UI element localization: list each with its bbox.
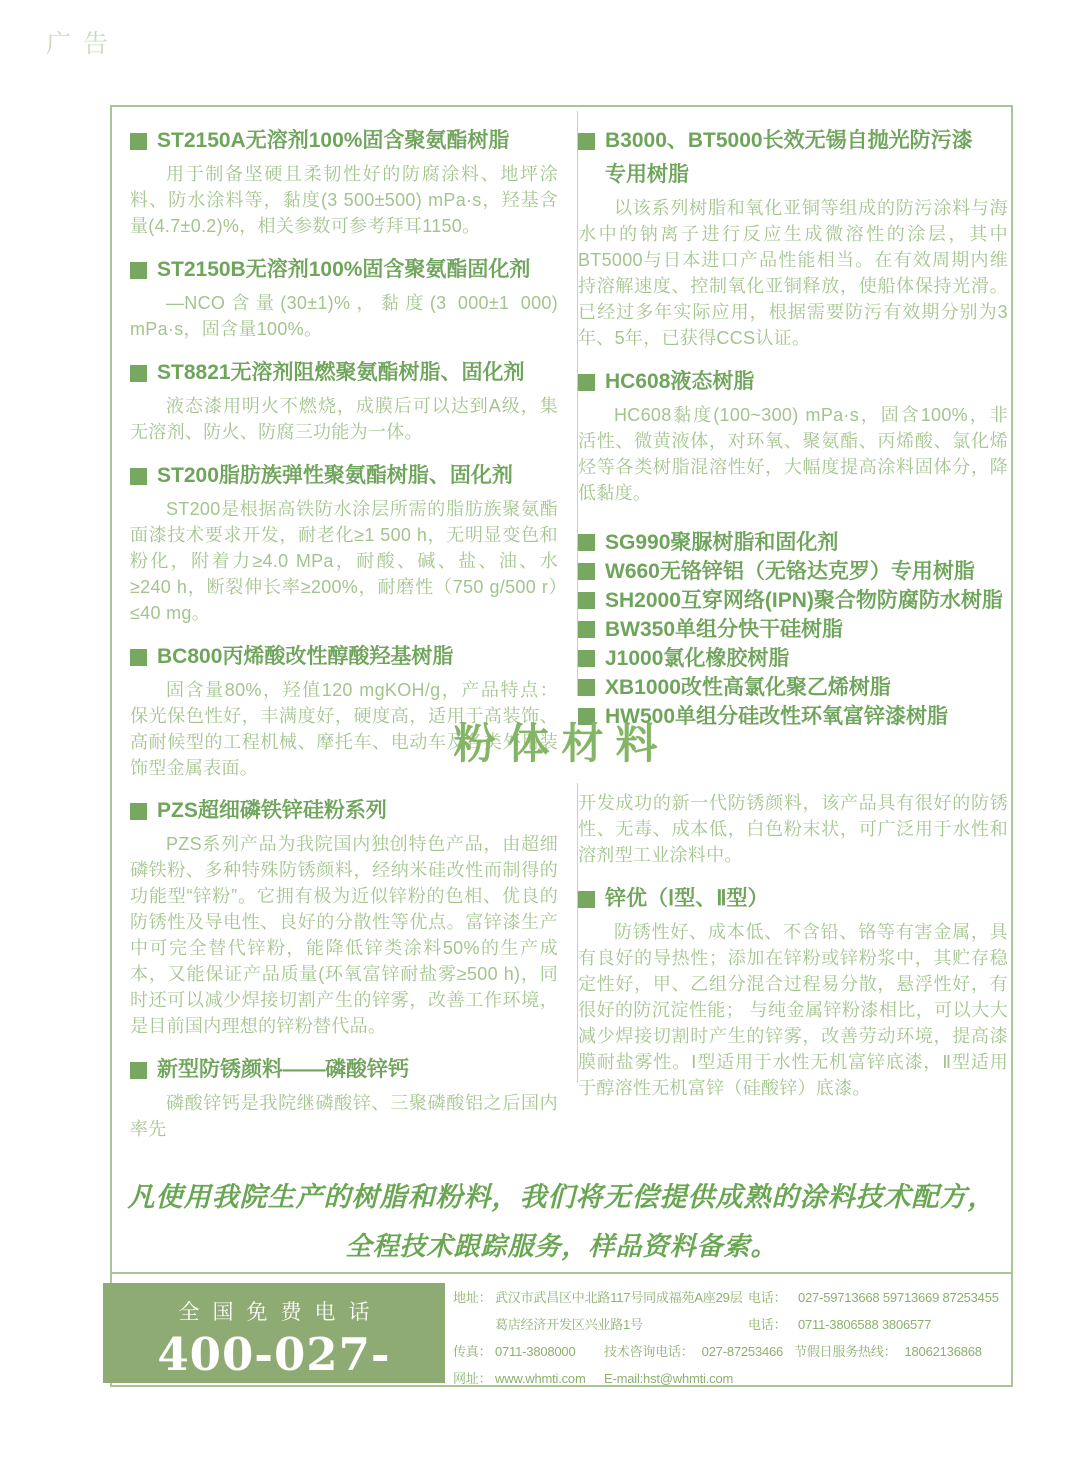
section-title	[130, 1054, 558, 1086]
ad-border-box	[110, 105, 1013, 1434]
square-bullet-icon	[130, 262, 147, 279]
section-title-text: 新型防锈颜料——磷酸锌钙	[157, 1058, 409, 1081]
square-bullet-icon	[578, 563, 595, 580]
section-title	[130, 357, 558, 389]
section-body: 用于制备坚硬且柔韧性好的防腐涂料、地坪涂料、防水涂料等，黏度(3 500±500) mPa·s，羟基含量(4.7±0.2)%，相关参数可参考拜耳1150。	[130, 164, 558, 236]
contact-row-fax	[453, 1338, 1013, 1365]
product-list-item-text: SG990聚脲树脂和固化剂	[605, 531, 839, 554]
section-title	[130, 795, 558, 827]
square-bullet-icon	[578, 650, 595, 667]
square-bullet-icon	[578, 679, 595, 696]
address-label: 地址：	[453, 1290, 492, 1305]
product-list-item-text: BW350单组分快干硅树脂	[605, 618, 844, 641]
product-list-item	[578, 673, 1008, 702]
tech-phone-number: 027-87253466	[701, 1344, 784, 1359]
section-title-text: HC608液态树脂	[605, 370, 755, 393]
section-body: HC608黏度(100~300) mPa·s，固含100%，非活性、微黄液体，对环氧、聚氨酯、丙烯酸、氯化烯烃等各类树脂混溶性好，大幅度提高涂料固体分，降低黏度。	[578, 405, 1008, 503]
product-list-item	[578, 644, 1008, 673]
product-list	[578, 528, 1008, 731]
section-title-text: ST8821无溶剂阻燃聚氨酯树脂、固化剂	[157, 361, 525, 384]
product-list-item	[578, 557, 1008, 586]
continuation-paragraph: 开发成功的新一代防锈颜料，该产品具有很好的防锈性、无毒、成本低，白色粉末状，可广泛用于水性和溶剂型工业涂料中。	[578, 793, 1008, 865]
section-title	[578, 883, 1008, 915]
resins-left-column	[130, 125, 558, 796]
square-bullet-icon	[578, 891, 595, 908]
free-phone-label: 全国免费电话	[178, 1301, 383, 1324]
section-title-text: ST2150A无溶剂100%固含聚氨酯树脂	[157, 129, 510, 152]
section-title	[130, 460, 558, 492]
contact-row-address1	[453, 1284, 1013, 1311]
tech-phone-label: 技术咨询电话：	[604, 1344, 694, 1359]
square-bullet-icon	[130, 649, 147, 666]
section-title	[578, 125, 1008, 157]
product-section-st2150a	[130, 125, 558, 239]
section-title-text: PZS超细磷铁锌硅粉系列	[157, 799, 387, 822]
product-list-item-text: SH2000互穿网络(IPN)聚合物防腐防水树脂	[605, 589, 1003, 612]
phone-label: 电话：	[748, 1290, 787, 1305]
powder-section-title: 粉体材料	[453, 720, 670, 767]
address-label-spacer	[453, 1311, 495, 1338]
resins-right-column	[578, 125, 1008, 731]
product-section-zinc-calcium-phosphate	[130, 1054, 558, 1142]
section-title	[578, 366, 1008, 398]
section-body: PZS系列产品为我院国内独创特色产品，由超细磷铁粉、多种特殊防锈颜料，经纳米硅改性而制得的功能型“锌粉”。它拥有极为近似锌粉的色相、优良的防锈性及导电性、良好的分散性等优点。富锌漆生产中可完全替代锌粉，能降低锌类涂料50%的生产成本，又能保证产品质量(环氧富锌耐盐雾≥500 h)，同时还可以减少焊接切割产生的锌雾，改善工作环境，是目前国内理想的锌粉替代品。	[130, 834, 558, 1036]
slogan-line: 全程技术跟踪服务，样品资料备索。	[345, 1232, 778, 1261]
product-section-b3000-bt5000	[578, 125, 1008, 351]
square-bullet-icon	[130, 1062, 147, 1079]
section-title	[130, 641, 558, 673]
section-body: ST200是根据高铁防水涂层所需的脂肪族聚氨酯面漆技术要求开发，耐老化≥1 500 h，无明显变色和粉化，附着力≥4.0 MPa，耐酸、碱、盐、油、水≥240 h，断裂伸长率≥200%，耐磨性（750 g/500 r）≤40 mg。	[130, 499, 558, 623]
section-body: 固含量80%，羟值120 mgKOH/g，产品特点：保光保色性好，丰满度好，硬度高，适用于高装饰、高耐候型的工程机械、摩托车、电动车及各类外用装饰型金属表面。	[130, 680, 558, 778]
square-bullet-icon	[130, 468, 147, 485]
square-bullet-icon	[130, 133, 147, 150]
contact-row-address2	[453, 1311, 1013, 1338]
section-body: 以该系列树脂和氧化亚铜等组成的防污涂料与海水中的钠离子进行反应生成微溶性的涂层，其中BT5000与日本进口产品性能相当。在有效周期内维持溶解速度、控制氧化亚铜释放，使船体保持光滑。已经过多年实际应用，根据需要防污有效期分别为3年、5年，已获得CCS认证。	[578, 198, 1008, 348]
holiday-hotline-number: 18062136868	[904, 1344, 982, 1359]
slogan	[112, 1175, 1011, 1263]
section-title-line2: 专用树脂	[605, 163, 689, 186]
square-bullet-icon	[130, 803, 147, 820]
product-section-pzs	[130, 795, 558, 1039]
product-section-st2150b	[130, 254, 558, 342]
contact-info	[453, 1284, 1013, 1392]
powder-right-column	[578, 788, 1008, 1116]
section-body: 防锈性好、成本低、不含铅、铬等有害金属，具有良好的导热性；添加在锌粉或锌粉浆中，其贮存稳定性好，甲、乙组分混合过程易分散，悬浮性好，有很好的防沉淀性能； 与纯金属锌粉漆相比，可以大大减少焊接切割时产生的锌雾，改善劳动环境，提高漆膜耐盐雾性。Ⅰ型适用于水性无机富锌底漆，Ⅱ型适用于醇溶性无机富锌（硅酸锌）底漆。	[578, 922, 1008, 1098]
square-bullet-icon	[578, 534, 595, 551]
section-title	[130, 125, 558, 157]
phone-numbers2: 0711-3806588 3806577	[798, 1317, 932, 1332]
product-section-zinc-you	[578, 883, 1008, 1101]
product-list-item	[578, 615, 1008, 644]
fax-number: 0711-3808000	[495, 1344, 576, 1359]
website-url: www.whmti.com	[495, 1371, 586, 1386]
section-title-text: 锌优（Ⅰ型、Ⅱ型）	[605, 887, 769, 910]
holiday-hotline-label: 节假日服务热线：	[794, 1344, 897, 1359]
square-bullet-icon	[578, 133, 595, 150]
address-line1: 武汉市武昌区中北路117号同成福苑A座29层	[495, 1290, 743, 1305]
product-list-item	[578, 528, 1008, 557]
square-bullet-icon	[578, 374, 595, 391]
free-phone-box	[103, 1283, 445, 1434]
product-list-item-text: HW500单组分硅改性环氧富锌漆树脂	[605, 705, 949, 728]
product-list-item	[578, 586, 1008, 615]
section-title-text: BC800丙烯酸改性醇酸羟基树脂	[157, 645, 454, 668]
slogan-line: 凡使用我院生产的树脂和粉料，我们将无偿提供成熟的涂料技术配方，	[127, 1182, 996, 1212]
product-list-item-text: W660无铬锌铝（无铬达克罗）专用树脂	[605, 560, 975, 583]
square-bullet-icon	[578, 592, 595, 609]
ad-label: 广告	[46, 30, 121, 58]
section-body: 磷酸锌钙是我院继磷酸锌、三聚磷酸铝之后国内率先	[130, 1093, 558, 1139]
email-text: E-mail:hst@whmti.com	[604, 1371, 734, 1386]
powder-left-column	[130, 795, 558, 1157]
fax-label: 传真：	[453, 1344, 492, 1359]
product-list-item-text: J1000氯化橡胶树脂	[605, 647, 790, 670]
phone-label: 电话：	[748, 1317, 787, 1332]
section-title-text: ST2150B无溶剂100%固含聚氨酯固化剂	[157, 258, 531, 281]
product-list-item-text: XB1000改性高氯化聚乙烯树脂	[605, 676, 891, 699]
product-section-st8821	[130, 357, 558, 445]
contact-bar	[112, 1272, 1011, 1434]
section-title-text: B3000、BT5000长效无锡自抛光防污漆	[605, 129, 973, 152]
section-title	[130, 254, 558, 286]
square-bullet-icon	[578, 621, 595, 638]
website-label: 网址：	[453, 1371, 492, 1386]
product-section-st200	[130, 460, 558, 626]
section-body: —NCO含量(30±1)%，黏度(3 000±1 000) mPa·s，固含量100%。	[130, 293, 558, 339]
product-section-hc608	[578, 366, 1008, 506]
contact-row-web	[453, 1365, 1013, 1392]
address-line2: 葛店经济开发区兴业路1号	[495, 1317, 643, 1332]
phone-numbers1: 027-59713668 59713669 87253455	[798, 1290, 999, 1305]
free-phone-number: 400-027-5477	[157, 1328, 391, 1434]
section-body: 液态漆用明火不燃烧，成膜后可以达到A级，集无溶剂、防火、防腐三功能为一体。	[130, 396, 558, 442]
square-bullet-icon	[130, 365, 147, 382]
section-title-text: ST200脂肪族弹性聚氨酯树脂、固化剂	[157, 464, 513, 487]
